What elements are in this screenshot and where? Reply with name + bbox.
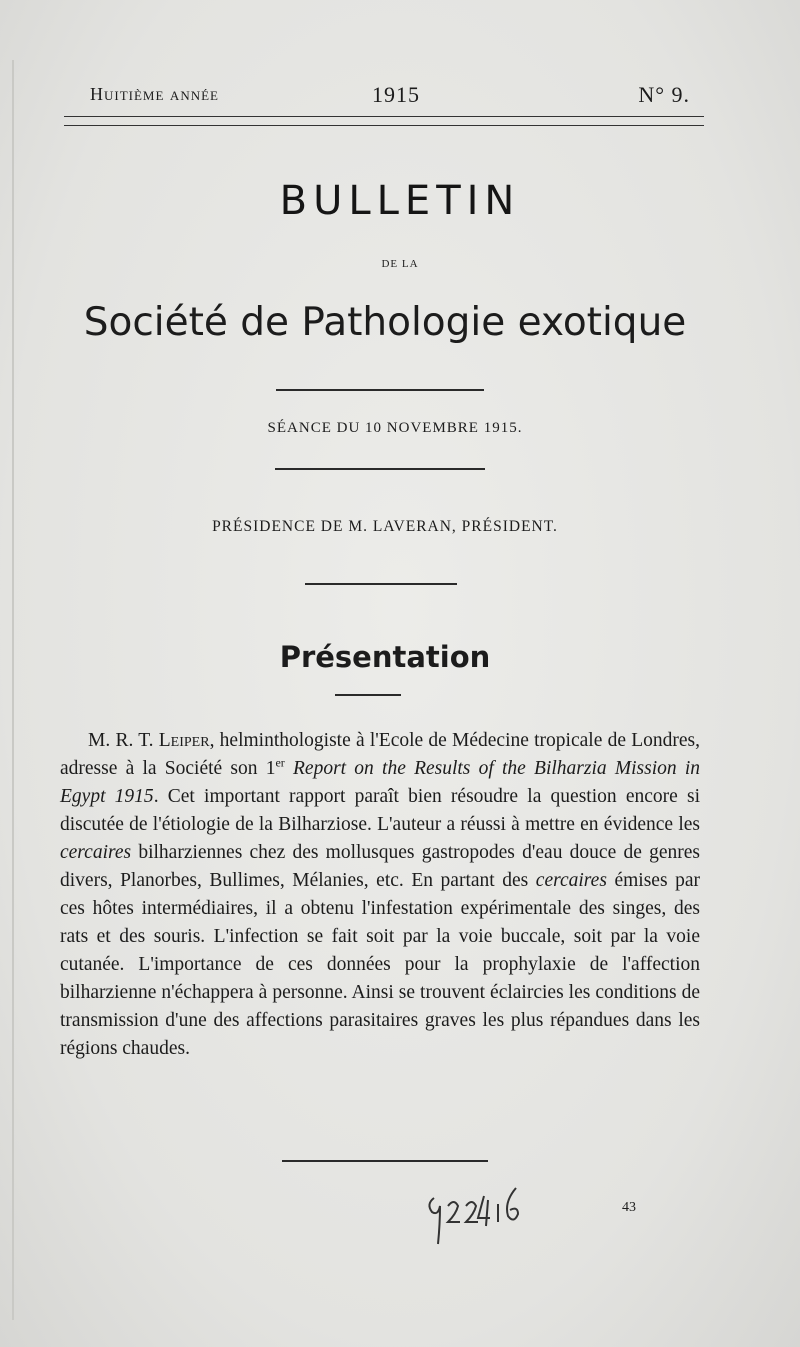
body-paragraph bbox=[60, 727, 700, 1063]
text-run: bilharziennes chez des mollusques gastropodes d'eau douce de genres divers, Planorbes, Bullimes, Mélanies, etc. En partant des bbox=[60, 842, 700, 891]
presidency-line: PRÉSIDENCE DE M. LAVERAN, PRÉSIDENT. bbox=[212, 518, 558, 535]
text-run: M. R. T. bbox=[88, 730, 159, 751]
divider bbox=[305, 583, 457, 585]
session-date: SÉANCE DU 10 NOVEMBRE 1915. bbox=[267, 420, 523, 436]
divider bbox=[275, 468, 485, 470]
author-name: Leiper bbox=[158, 730, 210, 751]
bulletin-title: BULLETIN bbox=[279, 178, 521, 224]
header-double-rule bbox=[64, 116, 704, 126]
page-edge bbox=[12, 60, 14, 1320]
text-run bbox=[285, 758, 293, 779]
society-name: Société de Pathologie exotique bbox=[83, 300, 687, 345]
text-run: émises par ces hôtes intermédiaires, il a obtenu l'infestation expérimentale des singes, des rats et des souris. L'infection se fait soit par la voie buccale, soit par la voie cutanée. L'importance de ces données pour la prophylaxie de l'affection bilharzienne n'échappera à personne. Ainsi se trouvent éclaircies les conditions de transmission d'une des affections parasitaires graves les plus répandues dans les régions chaudes. bbox=[60, 870, 700, 1059]
running-header bbox=[90, 80, 690, 110]
text-run: . Cet important rapport paraît bien résoudre la question encore si discutée de l'étiologie de la Bilharziose. L'auteur a réussi à mettre en évidence les bbox=[60, 786, 700, 835]
volume-label: Huitième année bbox=[90, 84, 219, 104]
de-la-label: DE LA bbox=[381, 258, 419, 270]
year-label: 1915 bbox=[372, 82, 420, 107]
divider bbox=[282, 1160, 488, 1162]
divider bbox=[276, 389, 484, 391]
ordinal-sup: er bbox=[275, 755, 285, 770]
section-title: Présentation bbox=[279, 640, 491, 674]
italic-term: cercaires bbox=[535, 870, 607, 891]
report-title: Report on the Results of the Bilharzia Mission in Egypt 1915 bbox=[60, 758, 701, 807]
divider bbox=[335, 694, 401, 696]
text-run: , helminthologiste à l'Ecole de Médecine tropicale de Londres, adresse à la Société son 1 bbox=[60, 730, 700, 779]
page-number: 43 bbox=[622, 1200, 636, 1215]
italic-term: cercaires bbox=[60, 842, 132, 863]
issue-number: N° 9. bbox=[638, 82, 690, 107]
handwritten-inventory-number bbox=[420, 1180, 530, 1250]
